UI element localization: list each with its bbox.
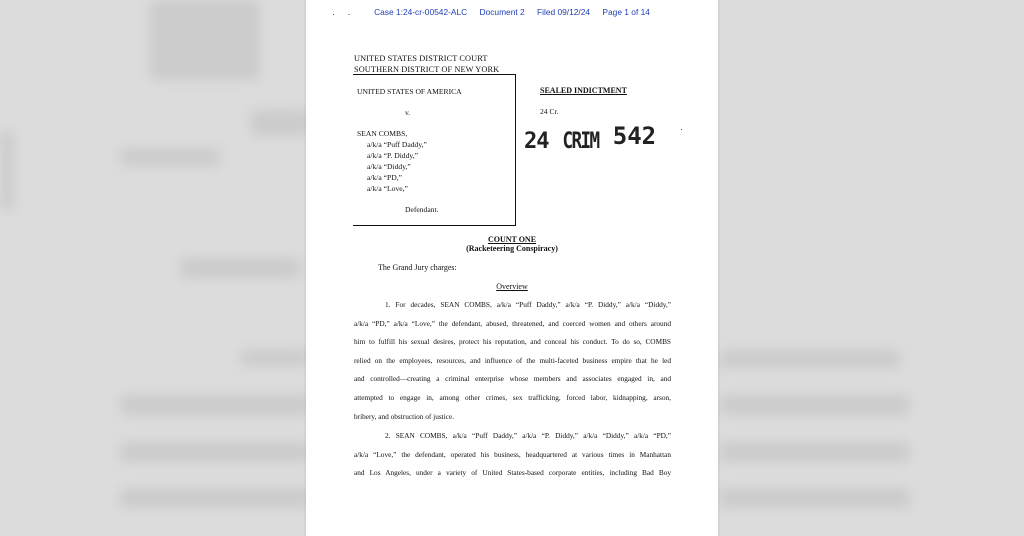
paragraph-line: relied on the employees, resources, and influence of the multi-faceted business empire that he led [354, 355, 671, 365]
paragraph-line: a/k/a “Love,” the defendant, operated his business, headquartered at various times in Manhattan [354, 449, 671, 459]
count-heading [306, 235, 718, 253]
alias: a/k/a “Puff Daddy,” [367, 140, 427, 149]
stamp-number: 542 [612, 122, 657, 150]
count-subtitle: (Racketeering Conspiracy) [466, 244, 558, 253]
paragraph-2 [354, 431, 671, 487]
alias: a/k/a “PD,” [367, 173, 403, 182]
paragraph-line: 1. For decades, SEAN COMBS, a/k/a “Puff Daddy,” a/k/a “P. Diddy,” a/k/a “Diddy,” [385, 300, 671, 309]
case-number: Case 1:24-cr-00542-ALC [374, 7, 468, 17]
scan-mark: · · [332, 9, 351, 19]
alias: a/k/a “Love,” [367, 184, 408, 193]
paragraph-line: attempted to engage in, among other crimes, sex trafficking, forced labor, kidnapping, arson, [354, 392, 671, 402]
defendant-label: Defendant. [405, 205, 439, 214]
plaintiff: UNITED STATES OF AMERICA [357, 87, 462, 96]
case-number-stamp [524, 122, 657, 154]
document-number: Document 2 [479, 7, 525, 17]
defendant-name: SEAN COMBS, [357, 129, 408, 138]
document-page [306, 0, 718, 536]
case-caption-box [353, 74, 516, 226]
paragraph-line: and Los Angeles, under a variety of United States-based corporate entities, including Bad Boy [354, 468, 671, 478]
filed-date: Filed 09/12/24 [537, 7, 591, 17]
court-line-2: SOUTHERN DISTRICT OF NEW YORK [354, 65, 500, 74]
paragraph-line: him to fulfill his sexual desires, protect his reputation, and conceal his conduct. To do so, COMBS [354, 337, 671, 347]
versus: v. [405, 108, 411, 117]
alias: a/k/a “Diddy,” [367, 162, 411, 171]
court-line-1: UNITED STATES DISTRICT COURT [354, 54, 488, 63]
paragraph-1 [354, 300, 671, 430]
page-count: Page 1 of 14 [602, 7, 650, 17]
stamp-crim: CRIM [562, 129, 599, 154]
count-title: COUNT ONE [487, 235, 537, 244]
grand-jury-charges: The Grand Jury charges: [378, 263, 457, 272]
court-name [354, 53, 499, 75]
paragraph-line: a/k/a “PD,” a/k/a “Love,” the defendant, abused, threatened, and coerced women and others around [354, 318, 671, 328]
alias: a/k/a “P. Diddy,” [367, 151, 418, 160]
scan-mark: · [680, 124, 683, 134]
stamp-year: 24 [524, 129, 549, 154]
paragraph-line: bribery, and obstruction of justice. [354, 411, 455, 421]
overview-heading: Overview [496, 282, 528, 291]
paragraph-line: and controlled—creating a criminal enterprise whose members and associates engaged in, and [354, 374, 671, 384]
ecf-header [306, 7, 718, 17]
criminal-number-label: 24 Cr. [540, 107, 559, 116]
paragraph-line: 2. SEAN COMBS, a/k/a “Puff Daddy,” a/k/a “P. Diddy,” a/k/a “Diddy,” a/k/a “PD,” [385, 431, 671, 440]
sealed-indictment-title: SEALED INDICTMENT [540, 86, 627, 95]
